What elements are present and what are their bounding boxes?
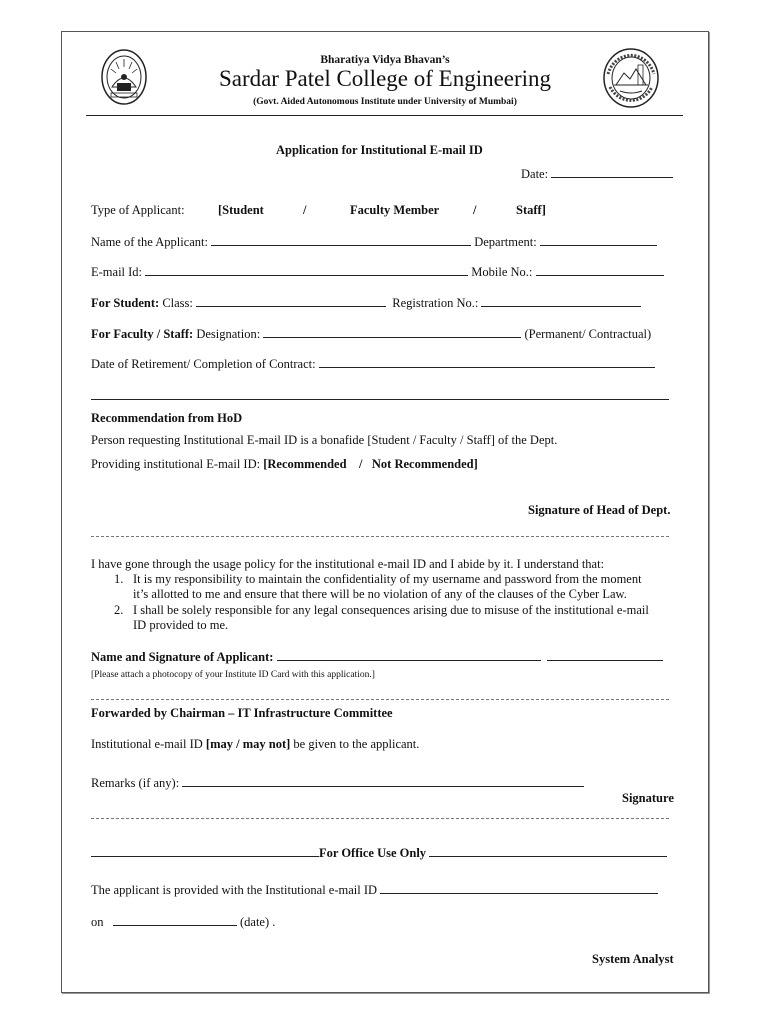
applicant-name-blank[interactable] xyxy=(277,649,541,661)
spce-seal-logo xyxy=(602,47,660,111)
retirement-blank[interactable] xyxy=(319,356,655,368)
office-use-row xyxy=(91,845,667,861)
divider xyxy=(91,536,669,537)
forward-suffix: be given to the applicant. xyxy=(293,737,420,751)
provided-date-blank[interactable] xyxy=(113,914,237,926)
on-label: on xyxy=(91,915,104,929)
email-field[interactable] xyxy=(91,264,664,280)
student-label: For Student: xyxy=(91,296,160,310)
department-label: Department: xyxy=(474,235,537,249)
name-field[interactable] xyxy=(91,234,657,250)
office-rule-right xyxy=(429,845,667,857)
name-blank[interactable] xyxy=(211,234,471,246)
class-label: Class: xyxy=(162,296,193,310)
retirement-field[interactable] xyxy=(91,356,655,372)
email-label: E-mail Id: xyxy=(91,265,143,279)
date-suffix: (date) . xyxy=(240,915,276,929)
hod-bonafide-text: Person requesting Institutional E-mail ID is a bonafide [Student / Faculty / Staff] of the Dept. xyxy=(91,433,558,447)
form-title: Application for Institutional E-mail ID xyxy=(276,143,483,157)
remarks-field[interactable] xyxy=(91,775,584,791)
office-rule-left xyxy=(91,845,319,857)
divider xyxy=(91,699,669,700)
designation-label: Designation: xyxy=(196,327,261,341)
section-rule xyxy=(91,399,669,400)
designation-blank[interactable] xyxy=(263,326,521,338)
faculty-label: For Faculty / Staff: xyxy=(91,327,194,341)
divider xyxy=(91,818,669,819)
hod-recommend-choice[interactable]: [Recommended / Not Recommended] xyxy=(263,457,478,471)
department-blank[interactable] xyxy=(540,234,657,246)
separator: / xyxy=(303,203,307,217)
applicant-type-label: Type of Applicant: xyxy=(91,203,185,217)
class-blank[interactable] xyxy=(196,295,386,307)
declaration-item-1-cont: it’s allotted to me and ensure that there will be no violation of any of the clauses of the Cyber Law. xyxy=(133,587,627,601)
option-staff[interactable]: Staff] xyxy=(516,203,546,217)
provided-date-field[interactable] xyxy=(91,914,275,930)
registration-label: Registration No.: xyxy=(392,296,479,310)
applicant-signature-blank[interactable] xyxy=(547,649,663,661)
hod-recommendation xyxy=(91,457,478,472)
provided-label: The applicant is provided with the Institutional e-mail ID xyxy=(91,883,378,897)
forward-line xyxy=(91,737,419,752)
hod-heading: Recommendation from HoD xyxy=(91,411,243,425)
option-faculty-member[interactable]: Faculty Member xyxy=(350,203,440,217)
designation-options: (Permanent/ Contractual) xyxy=(524,327,652,341)
attach-note: [Please attach a photocopy of your Institute ID Card with this application.] xyxy=(91,670,375,680)
email-blank[interactable] xyxy=(145,264,468,276)
date-blank[interactable] xyxy=(551,166,673,178)
mobile-label: Mobile No.: xyxy=(471,265,533,279)
office-use-heading: For Office Use Only xyxy=(319,846,427,860)
applicant-signature-field[interactable] xyxy=(91,649,663,665)
declaration-item-1: It is my responsibility to maintain the confidentiality of my username and password from the moment xyxy=(133,572,642,586)
separator: / xyxy=(473,203,477,217)
hod-recommend-label: Providing institutional E-mail ID: xyxy=(91,457,261,471)
forward-prefix: Institutional e-mail ID xyxy=(91,737,203,751)
date-label: Date: xyxy=(521,167,549,181)
college-name: Sardar Patel College of Engineering xyxy=(218,66,552,91)
remarks-blank[interactable] xyxy=(182,775,584,787)
provided-email-blank[interactable] xyxy=(380,882,658,894)
option-student[interactable]: [Student xyxy=(218,203,264,217)
society-name: Bharatiya Vidya Bhavan’s xyxy=(320,54,450,66)
header-rule xyxy=(86,115,683,116)
bhavan-emblem-logo xyxy=(99,47,149,111)
forward-heading: Forwarded by Chairman – IT Infrastructure Committee xyxy=(91,706,393,720)
declaration-item-2-cont: ID provided to me. xyxy=(133,618,229,632)
declaration-item-2: I shall be solely responsible for any legal consequences arising due to misuse of the institutional e-mail xyxy=(133,603,649,617)
mobile-blank[interactable] xyxy=(536,264,664,276)
chairman-signature: Signature xyxy=(622,791,674,805)
name-signature-label: Name and Signature of Applicant: xyxy=(91,650,274,664)
date-field[interactable] xyxy=(521,166,673,182)
forward-choice[interactable]: [may / may not] xyxy=(205,737,291,751)
hod-signature: Signature of Head of Dept. xyxy=(528,503,671,517)
registration-blank[interactable] xyxy=(481,295,641,307)
item-number: 1. xyxy=(114,572,124,586)
provided-email-field[interactable] xyxy=(91,882,658,898)
faculty-field[interactable] xyxy=(91,326,651,342)
student-field[interactable] xyxy=(91,295,641,311)
affiliation: (Govt. Aided Autonomous Institute under University of Mumbai) xyxy=(253,97,517,107)
system-analyst-signature: System Analyst xyxy=(592,952,674,966)
name-label: Name of the Applicant: xyxy=(91,235,208,249)
remarks-label: Remarks (if any): xyxy=(91,776,180,790)
retirement-label: Date of Retirement/ Completion of Contract: xyxy=(91,357,316,371)
item-number: 2. xyxy=(114,603,124,617)
declaration-intro: I have gone through the usage policy for the institutional e-mail ID and I abide by it. I understand that: xyxy=(91,557,605,571)
